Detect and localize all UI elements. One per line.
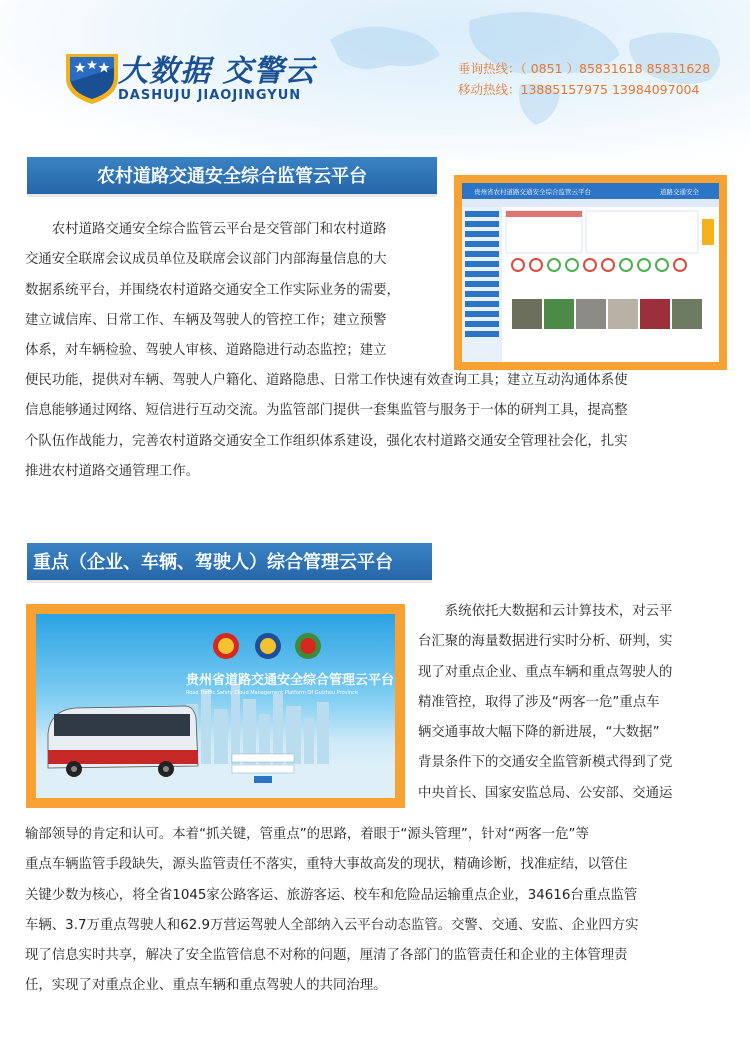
platform-screenshot-image <box>462 183 719 362</box>
s2-line-4: 车辆、3.7万重点驾驶人和62.9万营运驾驶人全部纳入云平台动态监管。交警、交通、安监、企业四方实 <box>25 917 639 933</box>
section2-body-full <box>25 820 725 1002</box>
s1-line-1: 农村道路交通安全综合监管云平台是交管部门和农村道路 <box>51 222 387 237</box>
brand <box>118 46 315 103</box>
s2-line-6: 任，实现了对重点企业、重点车辆和重点驾驶人的共同治理。 <box>25 978 387 994</box>
platform-login-image <box>36 614 395 798</box>
s1-line-6: 便民功能，提供对车辆、驾驶人户籍化、道路隐患、日常工作快速有效查询工具；建立互动沟通体系使 <box>25 373 628 388</box>
section1-screenshot <box>454 175 727 370</box>
s2-right-line-7: 中央首长、国家安监总局、公安部、交通运 <box>418 785 673 801</box>
section1-title: 农村道路交通安全综合监管云平台 <box>27 157 437 197</box>
login-title-en: Road Traffic Safety Cloud Management Platform Of Guizhou Province <box>186 690 359 696</box>
shield-logo-icon <box>62 48 122 106</box>
s1-line-2: 交通安全联席会议成员单位及联席会议部门内部海量信息的大 <box>25 252 387 268</box>
s2-line-5: 现了信息实时共享，解决了安全监管信息不对称的问题，厘清了各部门的监管责任和企业的主体管理责 <box>25 948 628 964</box>
s2-right-line-2: 台汇聚的海量数据进行实时分析、研判，实 <box>418 634 673 650</box>
s1-line-9: 推进农村道路交通管理工作。 <box>25 463 200 479</box>
s1-line-3: 数据系统平台，并围绕农村道路交通安全工作实际业务的需要， <box>25 282 400 298</box>
s2-right-line-4: 精准管控，取得了涉及“两客一危”重点车 <box>418 694 660 710</box>
s1-line-5: 体系，对车辆检验、驾驶人审核、道路隐进行动态监控；建立 <box>25 343 387 359</box>
hotline-consult: 垂询热线：（ 0851 ）85831618 85831628 <box>458 61 711 76</box>
s2-line-1: 输部领导的肯定和认可。本着“抓关键，管重点”的思路，着眼于“源头管理”，针对“两客一危”等 <box>25 827 589 842</box>
screenshot-top-right: 道路交通安全 <box>660 188 699 196</box>
section2-body-right <box>418 597 726 809</box>
section2-title: 重点（企业、车辆、驾驶人）综合管理云平台 <box>27 543 432 583</box>
hotlines <box>458 58 710 100</box>
section1-body-wide <box>25 366 725 487</box>
s1-line-7: 信息能够通过网络、短信进行互动交流。为监管部门提供一套集监管与服务于一体的研判工具，提高整 <box>25 403 628 419</box>
s2-right-line-5: 辆交通事故大幅下降的新进展，“大数据” <box>418 725 660 741</box>
screenshot-banner-text: 贵州省农村道路交通安全综合监管云平台 <box>474 188 591 196</box>
s2-right-line-6: 背景条件下的交通安全监管新模式得到了党 <box>418 755 673 771</box>
brand-name-cn: 大数据 交警云 <box>118 54 316 89</box>
section1-body-narrow <box>25 215 440 366</box>
s2-right-line-3: 现了对重点企业、重点车辆和重点驾驶人的 <box>418 664 673 680</box>
hotline-mobile: 移动热线：13885157975 13984097004 <box>458 82 700 97</box>
brand-name-en: DASHUJU JIAOJINGYUN <box>118 88 302 103</box>
section2-screenshot <box>26 604 405 808</box>
s1-line-4: 建立诚信库、日常工作、车辆及驾驶人的管控工作；建立预警 <box>25 312 387 328</box>
s1-line-8: 个队伍作战能力，完善农村道路交通安全工作组织体系建设，强化农村道路交通安全管理社会化，扎实 <box>25 433 628 449</box>
s2-right-line-1: 系统依托大数据和云计算技术，对云平 <box>444 604 673 619</box>
s2-line-2: 重点车辆监管手段缺失，源头监管责任不落实，重特大事故高发的现状，精确诊断，找准症结，以管住 <box>25 857 628 873</box>
login-title-cn: 贵州省道路交通安全综合管理云平台 <box>186 673 395 688</box>
s2-line-3: 关键少数为核心，将全省1045家公路客运、旅游客运、校车和危险品运输重点企业，34616台重点监管 <box>25 887 638 903</box>
